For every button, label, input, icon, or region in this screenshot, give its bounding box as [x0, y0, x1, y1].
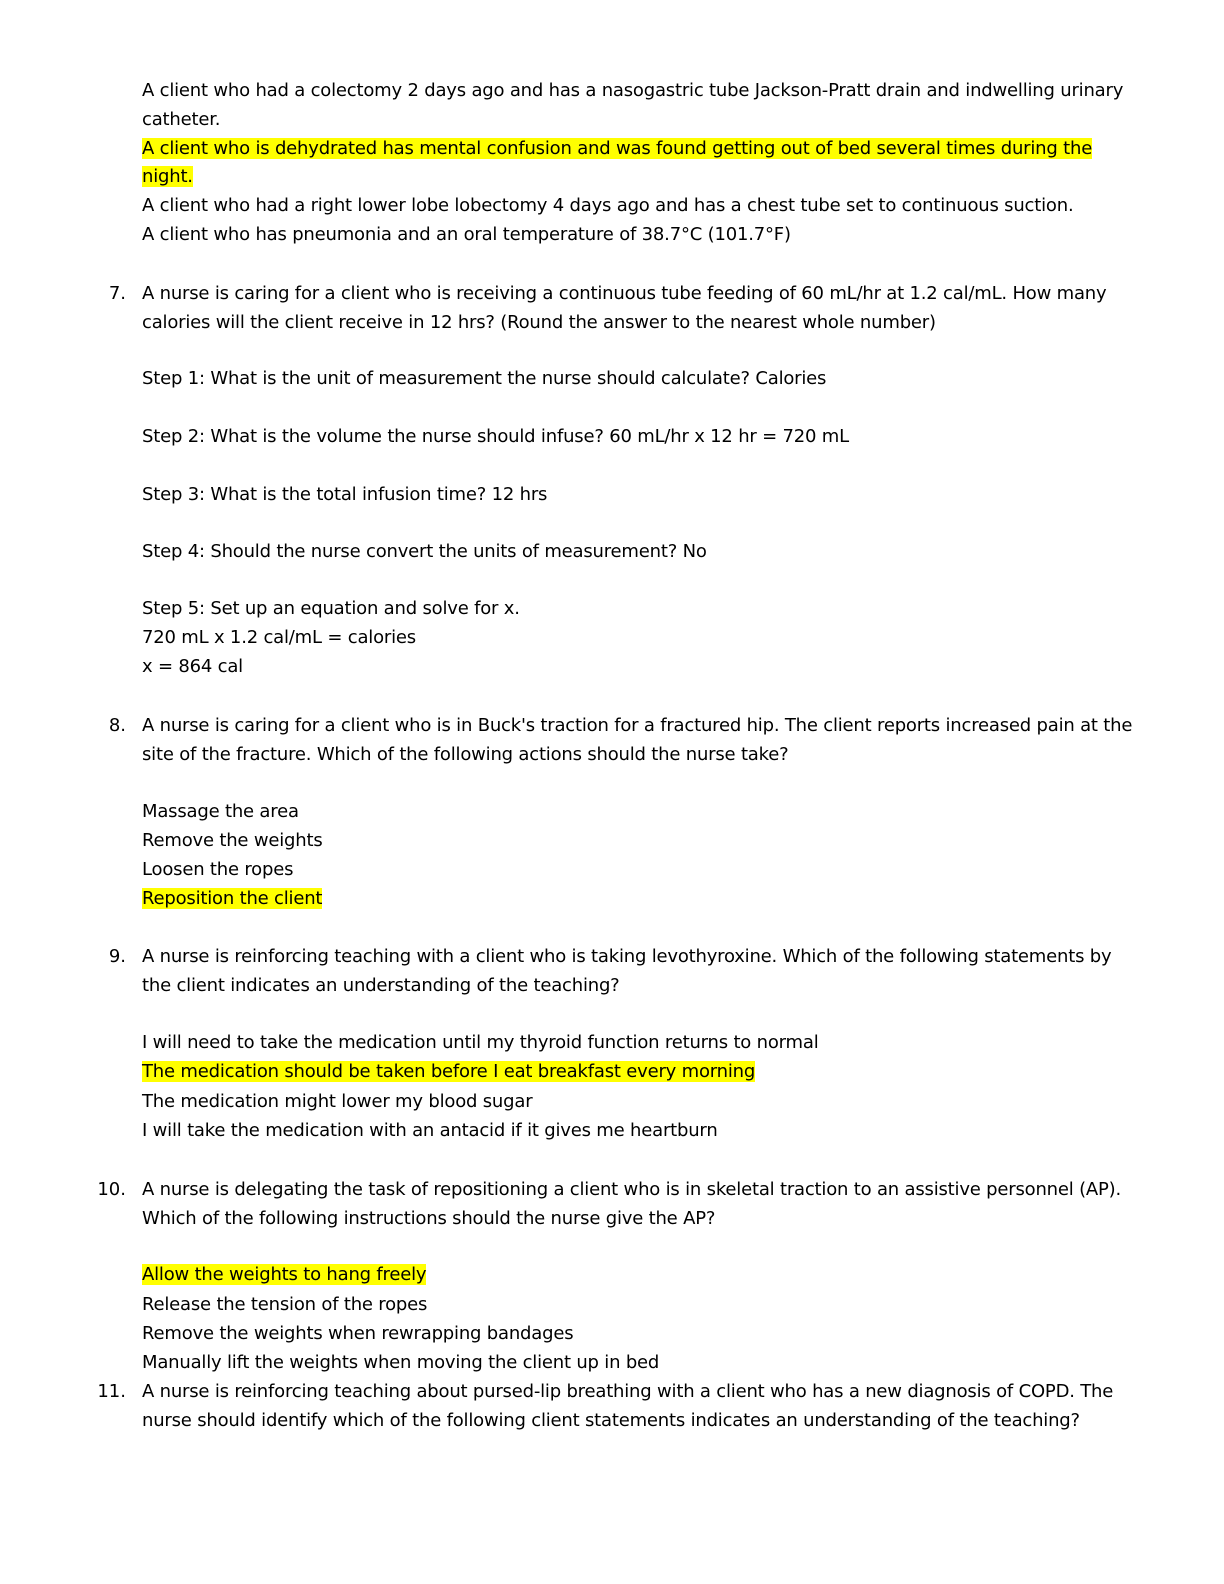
q9-option-2-highlighted: The medication should be taken before I eat breakfast every morning: [142, 1061, 756, 1082]
q9-option-1: I will need to take the medication until my thyroid function returns to normal: [142, 1032, 819, 1053]
q9-option-3: The medication might lower my blood sugar: [142, 1091, 533, 1112]
q7-step-5: Step 5: Set up an equation and solve for x.: [142, 598, 520, 619]
q10-stem-line-1: A nurse is delegating the task of repositioning a client who is in skeletal traction to an assistive personnel (AP).: [142, 1179, 1122, 1200]
q7-step-2: Step 2: What is the volume the nurse should infuse? 60 mL/hr x 12 hr = 720 mL: [142, 426, 849, 447]
q11-stem-line-2: nurse should identify which of the following client statements indicates an understanding of the teaching?: [142, 1410, 1080, 1431]
q7-step-4: Step 4: Should the nurse convert the units of measurement? No: [142, 541, 707, 562]
q8-number: 8.: [108, 715, 126, 736]
q6-option-2-line-1-highlighted: A client who is dehydrated has mental confusion and was found getting out of bed several times during the: [142, 138, 1093, 159]
q8-option-4-highlighted: Reposition the client: [142, 888, 323, 909]
q8-stem-line-1: A nurse is caring for a client who is in Buck's traction for a fractured hip. The client reports increased pain at the: [142, 715, 1133, 736]
q6-option-4: A client who has pneumonia and an oral temperature of 38.7°C (101.7°F): [142, 224, 791, 245]
q7-step-3: Step 3: What is the total infusion time? 12 hrs: [142, 484, 548, 505]
q11-stem-line-1: A nurse is reinforcing teaching about pursed-lip breathing with a client who has a new diagnosis of COPD. The: [142, 1381, 1114, 1402]
q10-option-4: Manually lift the weights when moving the client up in bed: [142, 1352, 660, 1373]
q7-stem-line-1: A nurse is caring for a client who is receiving a continuous tube feeding of 60 mL/hr at 1.2 cal/mL. How many: [142, 283, 1107, 304]
q6-option-1-line-2: catheter.: [142, 109, 221, 130]
q6-option-3: A client who had a right lower lobe lobectomy 4 days ago and has a chest tube set to continuous suction.: [142, 195, 1074, 216]
q9-option-4: I will take the medication with an antacid if it gives me heartburn: [142, 1120, 718, 1141]
q7-equation: 720 mL x 1.2 cal/mL = calories: [142, 627, 416, 648]
q8-option-2: Remove the weights: [142, 830, 323, 851]
q10-number: 10.: [97, 1179, 126, 1200]
q10-option-3: Remove the weights when rewrapping bandages: [142, 1323, 574, 1344]
q11-number: 11.: [97, 1381, 126, 1402]
q7-answer: x = 864 cal: [142, 656, 243, 677]
q10-option-1-highlighted: Allow the weights to hang freely: [142, 1264, 427, 1285]
q9-stem-line-1: A nurse is reinforcing teaching with a client who is taking levothyroxine. Which of the following statements by: [142, 946, 1112, 967]
q10-option-2: Release the tension of the ropes: [142, 1294, 428, 1315]
q7-number: 7.: [108, 283, 126, 304]
q10-stem-line-2: Which of the following instructions should the nurse give the AP?: [142, 1208, 716, 1229]
q8-stem-line-2: site of the fracture. Which of the following actions should the nurse take?: [142, 744, 789, 765]
q9-stem-line-2: the client indicates an understanding of the teaching?: [142, 975, 620, 996]
q8-option-3: Loosen the ropes: [142, 859, 294, 880]
q8-option-1: Massage the area: [142, 801, 299, 822]
q7-step-1: Step 1: What is the unit of measurement the nurse should calculate? Calories: [142, 368, 827, 389]
q7-stem-line-2: calories will the client receive in 12 hrs? (Round the answer to the nearest whole number): [142, 312, 936, 333]
q6-option-2-line-2-highlighted: night.: [142, 166, 193, 187]
q9-number: 9.: [108, 946, 126, 967]
q6-option-1-line-1: A client who had a colectomy 2 days ago and has a nasogastric tube Jackson-Pratt drain and indwelling urinary: [142, 80, 1124, 101]
